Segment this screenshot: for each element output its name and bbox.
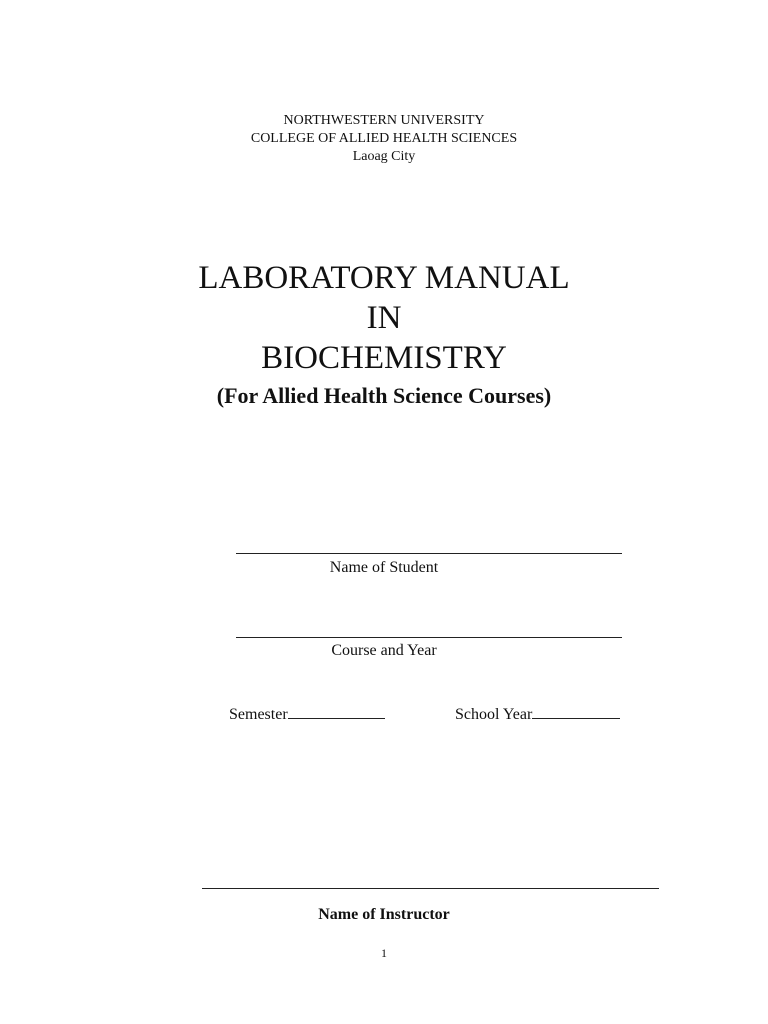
course-year-line [236, 637, 622, 638]
student-name-line [236, 553, 622, 554]
semester-label: Semester [229, 706, 288, 723]
college-name: COLLEGE OF ALLIED HEALTH SCIENCES [250, 131, 518, 146]
semester-field [229, 704, 385, 725]
city-name: Laoag City [352, 149, 416, 164]
university-name: NORTHWESTERN UNIVERSITY [283, 113, 485, 128]
instructor-name-line [202, 888, 659, 889]
title-line-1: LABORATORY MANUAL [198, 260, 570, 296]
subtitle: (For Allied Health Science Courses) [216, 383, 552, 408]
school-year-blank [532, 704, 620, 719]
course-year-label: Course and Year [331, 642, 437, 659]
semester-blank [288, 704, 385, 719]
instructor-name-label: Name of Instructor [318, 906, 450, 923]
title-line-3: BIOCHEMISTRY [261, 340, 507, 376]
student-name-label: Name of Student [329, 559, 439, 576]
school-year-label: School Year [455, 706, 533, 723]
page-number: 1 [381, 946, 387, 960]
title-line-2: IN [366, 300, 402, 336]
school-year-field [455, 704, 620, 725]
